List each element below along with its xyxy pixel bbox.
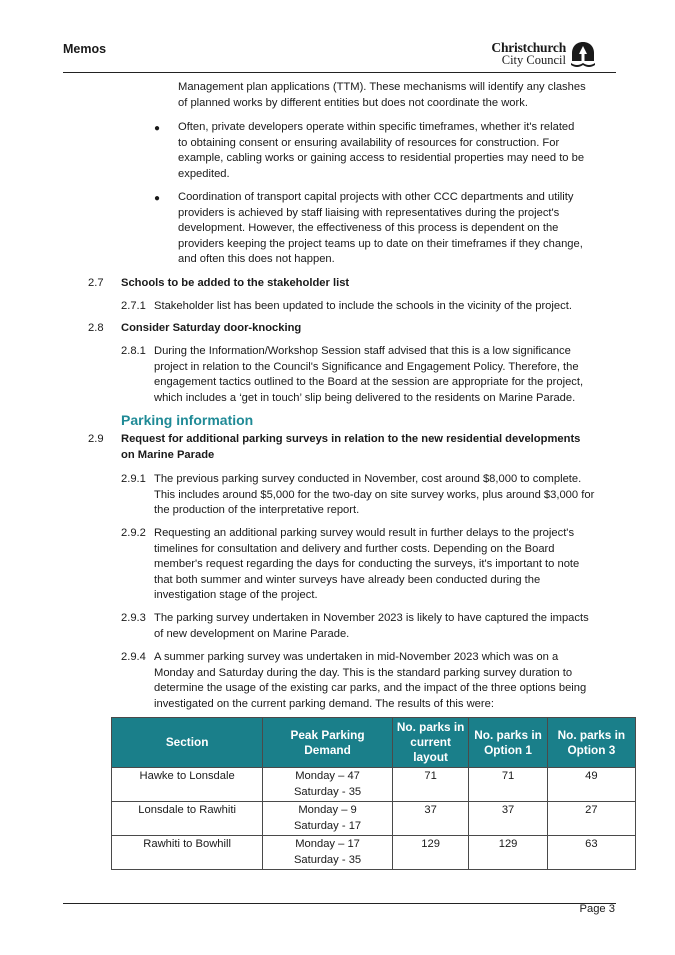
text-line: Requesting an additional parking survey would result in further delays to the project's <box>154 527 575 539</box>
text-line: to obtaining consent or ensuring availability of resources for construction. For <box>178 136 560 149</box>
text-line: project in relation to the Council's Significance and Engagement Policy. Therefore, the <box>154 360 579 373</box>
text-line: member's request regarding the days for conducting the surveys, it's important to note <box>154 558 580 570</box>
text-line: example, cabling works or gaining access to residential properties may need to be <box>178 152 585 164</box>
item-text <box>154 526 616 604</box>
text-line: which includes a ‘get in touch’ slip being delivered to the residents on Marine Parade. <box>154 391 576 404</box>
section-heading: Consider Saturday door-knocking <box>121 322 302 334</box>
item-number: 2.9.1 <box>121 473 146 485</box>
section-heading: Schools to be added to the stakeholder list <box>121 277 350 289</box>
item-number: 2.9.3 <box>121 612 146 624</box>
text-line: of new development on Marine Parade. <box>154 627 350 640</box>
section-cell: Rawhiti to Bowhill <box>112 836 263 870</box>
text-line: A summer parking survey was undertaken in mid-November 2023 which was on a <box>154 651 559 663</box>
text-line: Monday and Saturday during the day. This is the standard parking survey duration to <box>154 666 573 679</box>
demand-saturday: Saturday - 17 <box>293 819 362 832</box>
option3-parks-cell: 27 <box>547 802 635 836</box>
option3-parks-cell: 63 <box>547 836 635 870</box>
option1-parks-cell: 129 <box>469 836 547 870</box>
intro-continuation <box>178 80 618 111</box>
logo-line-1: Christchurch <box>491 40 566 55</box>
text-line: expedited. <box>178 167 230 180</box>
text-line: investigated on the current parking demand. The results of this were: <box>154 697 494 710</box>
text-line: The previous parking survey conducted in November, cost around $8,000 to complete. <box>154 473 582 485</box>
section-number: 2.7 <box>88 277 104 289</box>
table-header-row <box>112 718 636 768</box>
column-header: No. parks in Option 1 <box>469 718 547 768</box>
text-line: The parking survey undertaken in November 2023 is likely to have captured the impacts <box>154 612 589 624</box>
text-line: investigation stage of the project. <box>154 589 318 601</box>
bullet-item <box>178 120 618 182</box>
text-line: determine the usage of the existing car parks, and the impact of the three options being <box>154 682 587 694</box>
heading-line: on Marine Parade <box>121 448 215 461</box>
item-text <box>154 650 616 712</box>
table-row <box>112 768 636 802</box>
logo-line-2: City Council <box>501 53 566 67</box>
demand-monday: Monday – 9 <box>298 804 357 816</box>
current-parks-cell: 37 <box>392 802 468 836</box>
council-logo <box>492 40 596 70</box>
demand-cell <box>263 836 393 870</box>
item-number: 2.8.1 <box>121 345 146 357</box>
option3-parks-cell: 49 <box>547 768 635 802</box>
text-line: Coordination of transport capital projects with other CCC departments and utility <box>178 191 574 203</box>
section-heading <box>121 432 616 463</box>
option1-parks-cell: 71 <box>469 768 547 802</box>
text-line: timelines for consultation and delivery and further costs. Depending on the Board <box>154 542 555 555</box>
text-line: of planned works by different entities but does not coordinate the work. <box>178 96 528 109</box>
demand-saturday: Saturday - 35 <box>293 853 362 866</box>
table-row <box>112 836 636 870</box>
table-row <box>112 802 636 836</box>
memo-header-title: Memos <box>63 42 107 56</box>
text-line: Stakeholder list has been updated to include the schools in the vicinity of the project. <box>154 300 572 312</box>
text-line: Often, private developers operate within specific timeframes, whether it's related <box>178 121 575 133</box>
current-parks-cell: 129 <box>392 836 468 870</box>
header-divider <box>63 72 616 73</box>
text-line: the production of the interpretative report. <box>154 504 360 516</box>
section-cell: Hawke to Lonsdale <box>112 768 263 802</box>
text-line: and often this does not happen. <box>178 253 335 265</box>
cathedral-logo-icon <box>570 41 596 69</box>
item-number: 2.9.4 <box>121 651 146 663</box>
bullet-dot-icon: ● <box>154 193 161 204</box>
text-line: This includes around $5,000 for the two-day on site survey works, plus around $3,000 for <box>154 488 595 501</box>
item-text <box>154 472 616 519</box>
item-text <box>154 611 616 642</box>
parking-results-table <box>111 717 636 870</box>
parking-section-title: Parking information <box>121 412 254 428</box>
text-line: Management plan applications (TTM). These mechanisms will identify any clashes <box>178 81 586 93</box>
demand-monday: Monday – 17 <box>295 838 360 850</box>
item-text <box>154 344 616 406</box>
text-line: engagement tactics outlined to the Board at the session are appropriate for the project, <box>154 376 584 388</box>
section-number: 2.8 <box>88 322 104 334</box>
option1-parks-cell: 37 <box>469 802 547 836</box>
demand-cell <box>263 768 393 802</box>
bullet-dot-icon: ● <box>154 123 161 134</box>
text-line: providers is achieved by staff liaising with representatives during the project's <box>178 206 560 219</box>
heading-line: Request for additional parking surveys in relation to the new residential developments <box>121 433 581 445</box>
demand-saturday: Saturday - 35 <box>293 785 362 798</box>
bullet-item <box>178 190 618 268</box>
current-parks-cell: 71 <box>392 768 468 802</box>
demand-cell <box>263 802 393 836</box>
section-number: 2.9 <box>88 433 104 445</box>
column-header: Peak Parking Demand <box>263 718 393 768</box>
item-text <box>154 299 616 315</box>
text-line: that both summer and winter surveys have already been conducted during the <box>154 573 541 586</box>
text-line: development. However, the effectiveness of this process is dependent on the <box>178 222 559 234</box>
demand-monday: Monday – 47 <box>295 770 360 782</box>
item-number: 2.7.1 <box>121 300 146 312</box>
text-line: providers keeping the project teams up to date on their timeframes if they change, <box>178 237 583 250</box>
page-number: Page 3 <box>579 903 615 915</box>
column-header: No. parks in Option 3 <box>547 718 635 768</box>
text-line: During the Information/Workshop Session staff advised that this is a low significance <box>154 345 571 357</box>
column-header: Section <box>112 718 263 768</box>
section-cell: Lonsdale to Rawhiti <box>112 802 263 836</box>
item-number: 2.9.2 <box>121 527 146 539</box>
footer-divider <box>63 903 616 904</box>
column-header: No. parks in current layout <box>392 718 468 768</box>
